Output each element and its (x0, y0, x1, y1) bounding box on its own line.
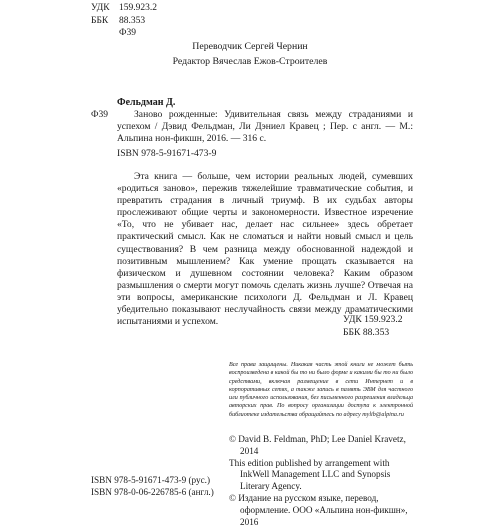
udc-label: УДК (91, 3, 110, 13)
annotation-paragraph: Эта книга — больше, чем истории реальных людей, сумевших «родиться заново», пережив тяжелейшие травматические события, и превратить страдания в личный триумф. В их судьбах авторы прослеживают общие черты и закономерности. Известное изречение «То, что не убивает нас, делает нас сильнее» здесь обретает практический смысл. Как не сломаться и найти новый смысл и цель существования? В чем разница между обоснованной надеждой и позитивным мышлением? Как умение прощать сказывается на физическом и душевном состоянии человека? Каким образом размышления о смерти могут помочь сделать жизнь лучше? Отвечая на эти вопросы, американские психологи Д. Фельдман и Л. Кравец убедительно показывают неслучайность связи между драматическими испытаниями и успехом. (117, 171, 413, 328)
author-sign-value: Ф39 (119, 28, 137, 38)
rights-notice: Все права защищены. Никакая часть этой книги не может быть воспроизведена в какой бы то ни было форме и какими бы то ни было средствами, включая размещение в сети Интернет и в корпоративных сетях, а также запись в память ЭВМ для частного или публичного использования, без письменного разрешения владельца авторских прав. По вопросу организации доступа к электронной библиотеке издательства обращайтесь по адресу mylib@alpina.ru (229, 362, 413, 418)
copyright-russian-edition: © Издание на русском языке, перевод, оформление. ООО «Альпина нон-фикшн», 2016 (229, 492, 408, 527)
bbk-value: 88.353 (119, 15, 146, 26)
bibliographic-description: Заново рожденные: Удивительная связь между страданиями и успехом / Дэвид Фельдман, Ли Дэниел Кравец ; Пер. с англ. — М.: Альпина нон-фикшн, 2016. — 316 с. (117, 109, 413, 145)
classification-codes-bottom (343, 313, 403, 339)
isbn-list (91, 475, 214, 499)
bbk-label: ББК (91, 15, 109, 26)
catalog-author: Фельдман Д. (117, 97, 176, 108)
catalog-code: Ф39 (91, 110, 109, 120)
classification-codes-top (91, 2, 157, 40)
copyright-original: © David B. Feldman, PhD; Lee Daniel Kravetz, 2014 (229, 434, 406, 456)
author-sign-row (91, 27, 157, 40)
udc-row (91, 2, 157, 15)
credits (0, 39, 500, 69)
bbk-row (91, 15, 157, 28)
editor-credit: Редактор Вячеслав Ежов-Строителев (172, 56, 328, 67)
catalog-isbn: ISBN 978-5-91671-473-9 (117, 148, 217, 159)
edition-note: This edition published by arrangement with InkWell Management LLC and Synopsis Literary Agency. (229, 457, 391, 492)
author-sign-label (91, 27, 119, 40)
bbk-bottom-line: ББК 88.353 (343, 327, 390, 338)
translator-credit: Переводчик Сергей Чернин (192, 41, 308, 52)
copyright-block (229, 434, 419, 528)
isbn-english: ISBN 978-0-06-226785-6 (англ.) (91, 486, 214, 497)
isbn-russian: ISBN 978-5-91671-473-9 (рус.) (91, 475, 211, 485)
udc-bottom-line: УДК 159.923.2 (343, 314, 403, 325)
udc-value: 159.923.2 (119, 3, 157, 13)
